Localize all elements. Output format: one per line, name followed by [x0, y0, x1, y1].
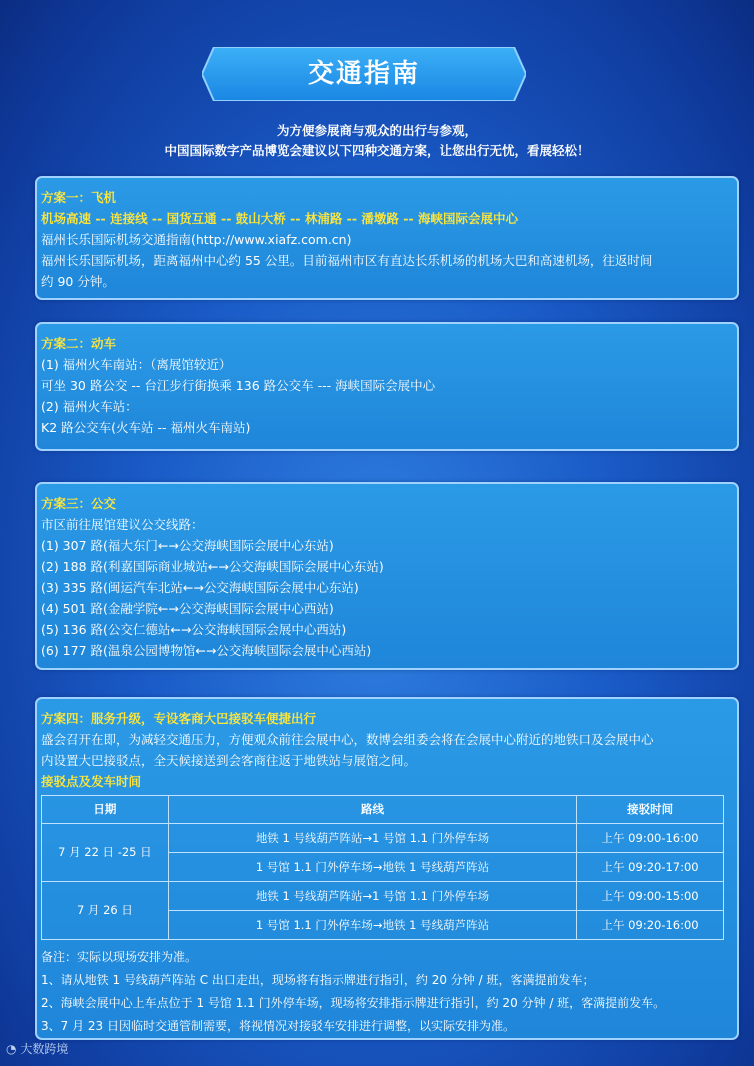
note-item: 1、请从地铁 1 号线葫芦阵站 C 出口走出，现场将有指示牌进行指引，约 20 分钟 / 班，客满提前发车；	[41, 973, 595, 987]
plan2-line-2: 可坐 30 路公交 -- 台江步行街换乘 136 路公交车 --- 海峡国际会展中心	[41, 378, 436, 393]
bus-route: (6) 177 路(温泉公园博物馆←→公交海峡国际会展中心西站)	[41, 643, 372, 658]
plan3-subtitle: 市区前往展馆建议公交线路：	[41, 517, 204, 532]
plan4-desc-1: 盛会召开在即，为减轻交通压力，方便观众前往会展中心，数博会组委会将在会展中心附近的地铁口及会展中心	[41, 732, 654, 747]
table-row	[42, 824, 724, 853]
time-cell: 上午 09:00-15:00	[577, 882, 724, 911]
bus-route: (1) 307 路(福大东门←→公交海峡国际会展中心东站)	[41, 538, 334, 553]
route-cell: 地铁 1 号线葫芦阵站→1 号馆 1.1 门外停车场	[168, 824, 576, 853]
bus-route: (5) 136 路(公交仁德站←→公交海峡国际会展中心西站)	[41, 622, 347, 637]
plan4-title: 方案四：服务升级，专设客商大巴接驳车便捷出行	[41, 711, 317, 726]
route-cell: 1 号馆 1.1 门外停车场→地铁 1 号线葫芦阵站	[168, 853, 576, 882]
bus-route: (4) 501 路(金融学院←→公交海峡国际会展中心西站)	[41, 601, 334, 616]
plan2-box	[35, 322, 739, 451]
header-date: 日期	[42, 796, 169, 824]
time-cell: 上午 09:20-17:00	[577, 853, 724, 882]
time-cell: 上午 09:20-16:00	[577, 911, 724, 940]
intro-line-2: 中国国际数字产品博览会建议以下四种交通方案，让您出行无忧，看展轻松！	[164, 143, 590, 158]
bus-route: (2) 188 路(利嘉国际商业城站←→公交海峡国际会展中心东站)	[41, 559, 384, 574]
plan2-line-4: K2 路公交车(火车站 -- 福州火车南站)	[41, 420, 251, 435]
bus-route: (3) 335 路(闽运汽车北站←→公交海峡国际会展中心东站)	[41, 580, 359, 595]
intro-line-1: 为方便参展商与观众的出行与参观，	[276, 123, 477, 138]
plan1-route: 机场高速 -- 连接线 -- 国货互通 -- 鼓山大桥 -- 林浦路 -- 潘墩路 -- 海峡国际会展中心	[41, 211, 518, 226]
watermark-text: 大数跨境	[20, 1042, 69, 1056]
plan4-desc-2: 内设置大巴接驳点，全天候接送到会客商往返于地铁站与展馆之间。	[41, 753, 417, 768]
intro-text	[0, 121, 754, 161]
route-cell: 1 号馆 1.1 门外停车场→地铁 1 号线葫芦阵站	[168, 911, 576, 940]
header-time: 接驳时间	[577, 796, 724, 824]
route-cell: 地铁 1 号线葫芦阵站→1 号馆 1.1 门外停车场	[168, 882, 576, 911]
schedule-table	[41, 795, 724, 940]
page-title: 交通指南	[307, 59, 420, 89]
notes	[41, 946, 737, 1038]
watermark-logo-icon: ◔	[6, 1042, 17, 1056]
plan1-box	[35, 176, 739, 300]
header-route: 路线	[168, 796, 576, 824]
plan1-title: 方案一：飞机	[41, 190, 117, 205]
plan2-line-1: (1) 福州火车南站：（离展馆较近）	[41, 357, 232, 372]
plan1-guide: 福州长乐国际机场交通指南(http://www.xiafz.com.cn)	[41, 232, 352, 247]
plan2-title: 方案二：动车	[41, 336, 117, 351]
title-banner	[202, 47, 526, 101]
note-item: 3、7 月 23 日因临时交通管制需要，将视情况对接驳车安排进行调整，以实际安排为准。	[41, 1019, 515, 1033]
plan1-desc-1: 福州长乐国际机场，距离福州中心约 55 公里。目前福州市区有直达长乐机场的机场大巴和高速机场，往返时间	[41, 253, 653, 268]
plan1-desc-2: 约 90 分钟。	[41, 274, 115, 289]
date-cell: 7 月 22 日 -25 日	[42, 824, 169, 882]
time-cell: 上午 09:00-16:00	[577, 824, 724, 853]
schedule-title: 接驳点及发车时间	[41, 774, 142, 789]
watermark	[6, 1040, 68, 1057]
note-item: 2、海峡会展中心上车点位于 1 号馆 1.1 门外停车场，现场将安排指示牌进行指引，约 20 分钟 / 班，客满提前发车。	[41, 996, 666, 1010]
date-cell: 7 月 26 日	[42, 882, 169, 940]
plan2-line-3: (2) 福州火车站：	[41, 399, 138, 414]
plan3-title: 方案三：公交	[41, 496, 117, 511]
table-row	[42, 882, 724, 911]
plan4-box	[35, 697, 739, 1040]
plan3-box	[35, 482, 739, 670]
note-item: 备注：实际以现场安排为准。	[41, 950, 198, 964]
table-header-row	[42, 796, 724, 824]
